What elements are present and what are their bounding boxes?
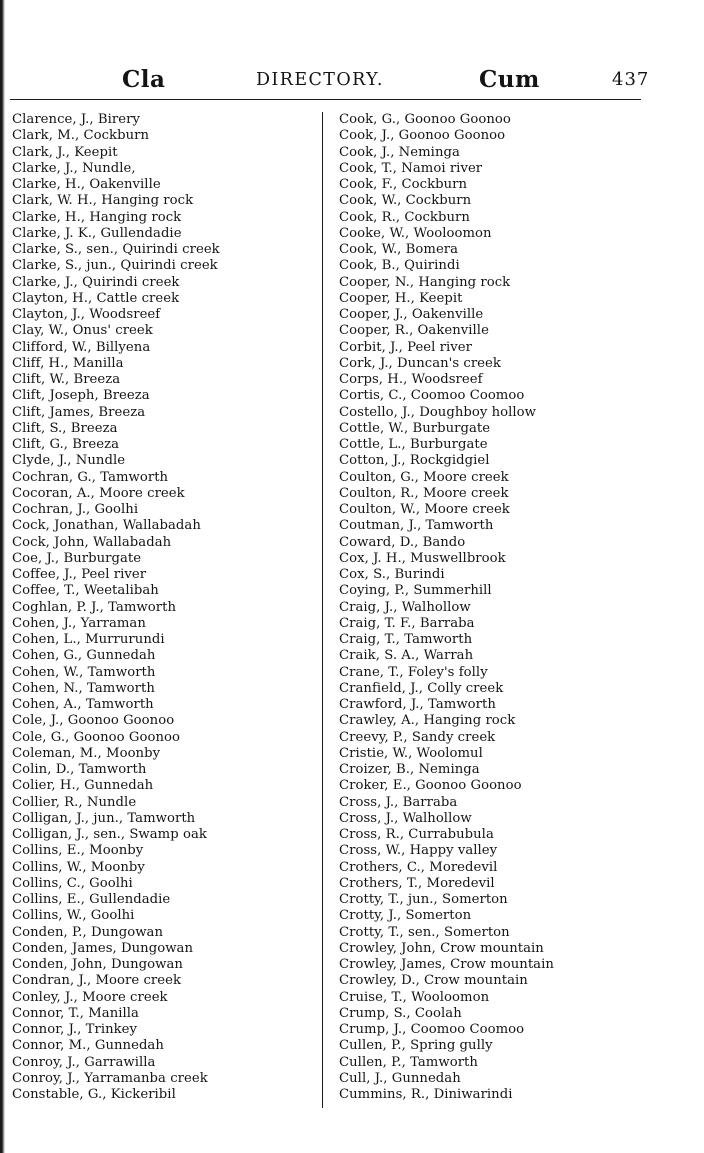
directory-entry: Craig, J., Walhollow [339, 599, 471, 615]
directory-entry: Clarence, J., Birery [12, 112, 140, 127]
directory-entry: Conley, J., Moore creek [12, 989, 168, 1005]
directory-entry: Conroy, J., Garrawilla [12, 1054, 156, 1070]
directory-entry: Cochran, G., Tamworth [12, 469, 169, 485]
directory-entry: Cummins, R., Diniwarindi [339, 1087, 513, 1102]
directory-entry: Coutman, J., Tamworth [339, 518, 494, 534]
directory-entry: Clark, M., Cockburn [12, 128, 150, 144]
column-divider [322, 112, 323, 1108]
directory-entry: Clarke, J., Quirindi creek [12, 274, 180, 290]
directory-entry: Coward, D., Bando [339, 534, 466, 550]
directory-entry: Clift, S., Breeza [12, 420, 118, 436]
directory-entry: Cliff, H., Manilla [12, 355, 124, 371]
directory-entry: Crotty, T., sen., Somerton [339, 924, 510, 940]
directory-entry: Cristie, W., Woolomul [339, 745, 483, 761]
directory-entry: Clift, Joseph, Breeza [12, 388, 150, 404]
directory-entry: Crawford, J., Tamworth [339, 697, 496, 712]
directory-entry: Collier, R., Nundle [12, 794, 137, 810]
directory-entry: Clyde, J., Nundle [12, 453, 126, 469]
directory-entry: Cohen, A., Tamworth [12, 697, 154, 712]
directory-entry: Cruise, T., Wooloomon [339, 989, 490, 1005]
directory-entry: Coffee, J., Peel river [12, 567, 147, 582]
directory-entry: Cranfield, J., Colly creek [339, 680, 504, 696]
directory-entry: Crane, T., Foley's folly [339, 664, 488, 680]
directory-entry: Clark, W. H., Hanging rock [12, 193, 194, 209]
directory-entry: Cook, T., Namoi river [339, 160, 483, 176]
directory-entry: Clift, G., Breeza [12, 437, 119, 452]
directory-entry: Colligan, J., sen., Swamp oak [12, 827, 207, 842]
directory-entry: Cook, F., Cockburn [339, 177, 468, 192]
directory-entry: Cooper, N., Hanging rock [339, 274, 511, 290]
directory-entry: Conden, John, Dungowan [12, 957, 183, 972]
directory-entry: Cock, John, Wallabadah [12, 534, 172, 550]
page-number: 437 [612, 69, 650, 90]
header-rule [10, 99, 641, 100]
directory-entry: Corps, H., Woodsreef [339, 372, 483, 387]
page-binding-edge [0, 0, 5, 1153]
directory-entry: Cross, J., Walhollow [339, 810, 472, 826]
directory-entry: Coulton, W., Moore creek [339, 502, 510, 517]
directory-entry: Craik, S. A., Warrah [339, 648, 474, 664]
directory-entry: Coe, J., Burburgate [12, 550, 142, 566]
directory-entry: Cook, W., Bomera [339, 242, 459, 257]
directory-entry: Crothers, C., Moredevil [339, 859, 498, 875]
directory-entry: Coleman, M., Moonby [12, 745, 161, 761]
directory-entry: Cooke, W., Wooloomon [339, 225, 492, 241]
directory-entry: Cortis, C., Coomoo Coomoo [339, 388, 525, 404]
directory-entry: Cook, J., Neminga [339, 144, 460, 160]
directory-entry: Collins, C., Goolhi [12, 875, 133, 891]
directory-entry: Cook, G., Goonoo Goonoo [339, 112, 511, 127]
directory-entry: Collins, E., Gullendadie [12, 892, 171, 907]
directory-entry: Cochran, J., Goolhi [12, 502, 139, 517]
directory-entry: Conden, James, Dungowan [12, 940, 193, 956]
directory-entry: Cock, Jonathan, Wallabadah [12, 518, 201, 534]
directory-entry: Collins, W., Moonby [12, 859, 145, 875]
directory-entry: Coffee, T., Weetalibah [12, 583, 159, 599]
directory-entry: Crowley, D., Crow mountain [339, 973, 528, 989]
directory-entry: Clay, W., Onus' creek [12, 323, 153, 339]
left-column-list [12, 112, 317, 1103]
directory-entry: Coulton, G., Moore creek [339, 469, 509, 485]
directory-entry: Crump, J., Coomoo Coomoo [339, 1022, 525, 1037]
directory-entry: Cohen, L., Murrurundi [12, 632, 165, 647]
directory-entry: Constable, G., Kickeribil [12, 1087, 176, 1102]
directory-entry: Crowley, James, Crow mountain [339, 957, 554, 972]
directory-entry: Corbit, J., Peel river [339, 339, 472, 355]
directory-entry: Croker, E., Goonoo Goonoo [339, 778, 522, 794]
directory-entry: Collins, E., Moonby [12, 843, 144, 859]
directory-entry: Clift, James, Breeza [12, 404, 146, 420]
directory-entry: Cole, G., Goonoo Goonoo [12, 729, 180, 745]
directory-entry: Clarke, S., sen., Quirindi creek [12, 242, 220, 257]
directory-entry: Collins, W., Goolhi [12, 908, 135, 924]
directory-entry: Crump, S., Coolah [339, 1005, 462, 1021]
directory-entry: Clarke, S., jun., Quirindi creek [12, 258, 218, 274]
directory-entry: Cook, R., Cockburn [339, 209, 470, 225]
directory-entry: Clayton, H., Cattle creek [12, 290, 180, 306]
directory-entry: Connor, J., Trinkey [12, 1022, 138, 1037]
directory-entry: Colligan, J., jun., Tamworth [12, 810, 196, 826]
directory-entry: Conroy, J., Yarramanba creek [12, 1070, 208, 1086]
directory-entry: Cooper, H., Keepit [339, 290, 463, 306]
running-header [0, 66, 704, 100]
directory-entry: Coulton, R., Moore creek [339, 485, 509, 501]
directory-entry: Cross, R., Currabubula [339, 827, 494, 842]
directory-entry: Crowley, John, Crow mountain [339, 940, 544, 956]
directory-entry: Colier, H., Gunnedah [12, 778, 154, 794]
directory-entry: Clarke, H., Hanging rock [12, 209, 182, 225]
directory-entry: Costello, J., Doughboy hollow [339, 404, 537, 420]
directory-entry: Colin, D., Tamworth [12, 762, 147, 777]
directory-entry: Cohen, G., Gunnedah [12, 648, 156, 664]
directory-entry: Cooper, J., Oakenville [339, 307, 484, 322]
directory-entry: Cook, B., Quirindi [339, 258, 460, 274]
directory-entry: Cole, J., Goonoo Goonoo [12, 713, 175, 729]
directory-entry: Clift, W., Breeza [12, 372, 121, 387]
directory-entry: Coghlan, P. J., Tamworth [12, 599, 177, 615]
directory-entry: Cotton, J., Rockgidgiel [339, 453, 490, 469]
directory-entry: Cross, W., Happy valley [339, 843, 498, 859]
directory-entry: Crotty, J., Somerton [339, 908, 472, 924]
directory-entry: Cooper, R., Oakenville [339, 323, 489, 339]
directory-entry: Coying, P., Summerhill [339, 583, 492, 599]
directory-entry: Conden, P., Dungowan [12, 924, 164, 940]
directory-entry: Crothers, T., Moredevil [339, 875, 495, 891]
directory-entry: Connor, M., Gunnedah [12, 1038, 164, 1054]
directory-entry: Crawley, A., Hanging rock [339, 713, 516, 729]
directory-entry: Cohen, J., Yarraman [12, 615, 146, 631]
directory-entry: Cork, J., Duncan's creek [339, 355, 501, 371]
directory-entry: Clifford, W., Billyena [12, 339, 151, 355]
right-column-list [339, 112, 639, 1103]
directory-entry: Cox, S., Burindi [339, 567, 445, 582]
directory-entry: Craig, T. F., Barraba [339, 615, 475, 631]
directory-entry: Creevy, P., Sandy creek [339, 729, 496, 745]
directory-entry: Clayton, J., Woodsreef [12, 307, 161, 322]
directory-entry: Cocoran, A., Moore creek [12, 485, 185, 501]
directory-entry: Condran, J., Moore creek [12, 973, 182, 989]
right-guide-word: Cum [479, 66, 540, 93]
directory-entry: Cohen, W., Tamworth [12, 664, 156, 680]
directory-entry: Cross, J., Barraba [339, 794, 458, 810]
directory-entry: Cullen, P., Tamworth [339, 1054, 478, 1070]
directory-entry: Croizer, B., Neminga [339, 762, 480, 777]
directory-entry: Clarke, H., Oakenville [12, 177, 161, 192]
directory-entry: Cohen, N., Tamworth [12, 680, 155, 696]
directory-entry: Clarke, J. K., Gullendadie [12, 225, 182, 241]
directory-entry: Clarke, J., Nundle, [12, 160, 136, 176]
directory-entry: Clark, J., Keepit [12, 144, 118, 160]
directory-entry: Cullen, P., Spring gully [339, 1038, 493, 1054]
directory-entry: Cottle, W., Burburgate [339, 420, 491, 436]
directory-entry: Cottle, L., Burburgate [339, 437, 488, 452]
directory-entry: Cull, J., Gunnedah [339, 1070, 461, 1086]
left-guide-word: Cla [122, 66, 166, 93]
directory-entry: Cook, W., Cockburn [339, 193, 472, 209]
directory-entry: Crotty, T., jun., Somerton [339, 892, 508, 907]
directory-entry: Connor, T., Manilla [12, 1005, 139, 1021]
running-title: DIRECTORY. [256, 70, 384, 90]
directory-entry: Cox, J. H., Muswellbrook [339, 550, 506, 566]
directory-entry: Craig, T., Tamworth [339, 632, 473, 647]
directory-entry: Cook, J., Goonoo Goonoo [339, 128, 506, 144]
